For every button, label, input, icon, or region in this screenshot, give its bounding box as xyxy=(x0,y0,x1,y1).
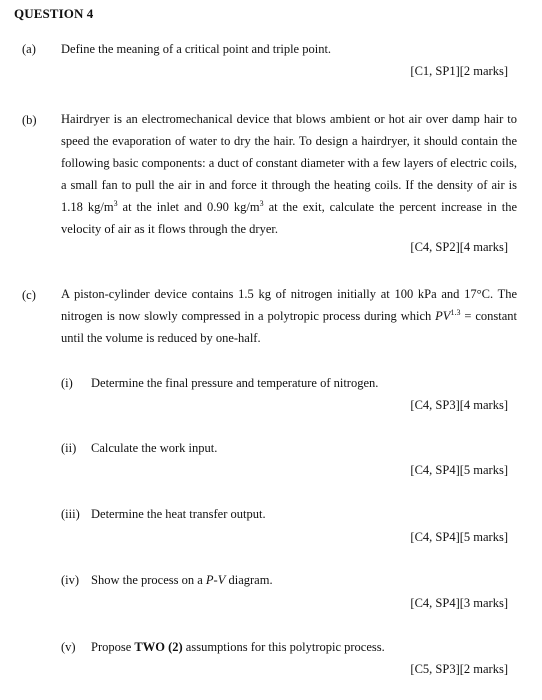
subpart-i-text: Determine the final pressure and temperature of nitrogen. xyxy=(91,376,379,390)
subpart-v-text-1: Propose xyxy=(91,640,135,654)
part-c-text xyxy=(61,283,517,349)
subpart-iv-text-1: Show the process on a xyxy=(91,573,206,587)
subpart-iv-marks: [C4, SP4][3 marks] xyxy=(410,596,508,610)
subpart-i-marks: [C4, SP3][4 marks] xyxy=(410,398,508,412)
subpart-v-bold: TWO (2) xyxy=(134,640,183,654)
subpart-iv-label: (iv) xyxy=(61,573,80,587)
subpart-iii-marks: [C4, SP4][5 marks] xyxy=(410,530,508,544)
subpart-ii-marks: [C4, SP4][5 marks] xyxy=(410,463,508,477)
subpart-iv-text xyxy=(91,573,273,588)
question-title: QUESTION 4 xyxy=(14,6,94,21)
part-c-label: (c) xyxy=(22,288,36,302)
part-b-marks: [C4, SP2][4 marks] xyxy=(410,240,508,254)
subpart-v-label: (v) xyxy=(61,640,76,654)
part-b-text-3: at the exit, calculate the percent increase in the velocity of air as it flows through the dryer. xyxy=(61,200,517,236)
part-c-text-2: = constant until the volume is reduced by one-half. xyxy=(61,309,517,345)
subpart-v-text-2: assumptions for this polytropic process. xyxy=(182,640,385,654)
subpart-iv-text-2: diagram. xyxy=(225,573,273,587)
subpart-iii-text: Determine the heat transfer output. xyxy=(91,507,266,521)
part-c-formula-pv: PV xyxy=(435,309,451,323)
subpart-iii-label: (iii) xyxy=(61,507,80,521)
subpart-v-text xyxy=(91,640,385,655)
part-a-label: (a) xyxy=(22,42,36,56)
part-a-marks: [C1, SP1][2 marks] xyxy=(410,64,508,78)
part-a-text: Define the meaning of a critical point and triple point. xyxy=(61,42,332,56)
subpart-ii-label: (ii) xyxy=(61,441,77,455)
part-b-text-1: Hairdryer is an electromechanical device that blows ambient or hot air over damp hair to speed the evaporation of water to dry the hair. To design a hairdryer, it should contain the following basic components: a duct of constant diameter with a few layers of electric coils, a small fan to pull the air in and force it through the heating coils. If the density of air is 1.18 kg/m xyxy=(61,112,517,214)
part-b-text-2: at the inlet and 0.90 kg/m xyxy=(117,200,260,214)
part-b-sup-2: 3 xyxy=(259,198,264,208)
subpart-v-marks: [C5, SP3][2 marks] xyxy=(410,662,508,676)
part-c-text-1: A piston-cylinder device contains 1.5 kg of nitrogen initially at 100 kPa and 17°C. The nitrogen is now slowly compressed in a polytropic process during which xyxy=(61,287,517,323)
subpart-ii-text: Calculate the work input. xyxy=(91,441,218,455)
part-b-label: (b) xyxy=(22,113,37,127)
part-b-text xyxy=(61,108,517,240)
subpart-i-label: (i) xyxy=(61,376,73,390)
part-b-sup-1: 3 xyxy=(113,198,118,208)
part-c-formula-exp: 1.3 xyxy=(450,307,461,317)
subpart-iv-italic: P-V xyxy=(205,573,226,587)
